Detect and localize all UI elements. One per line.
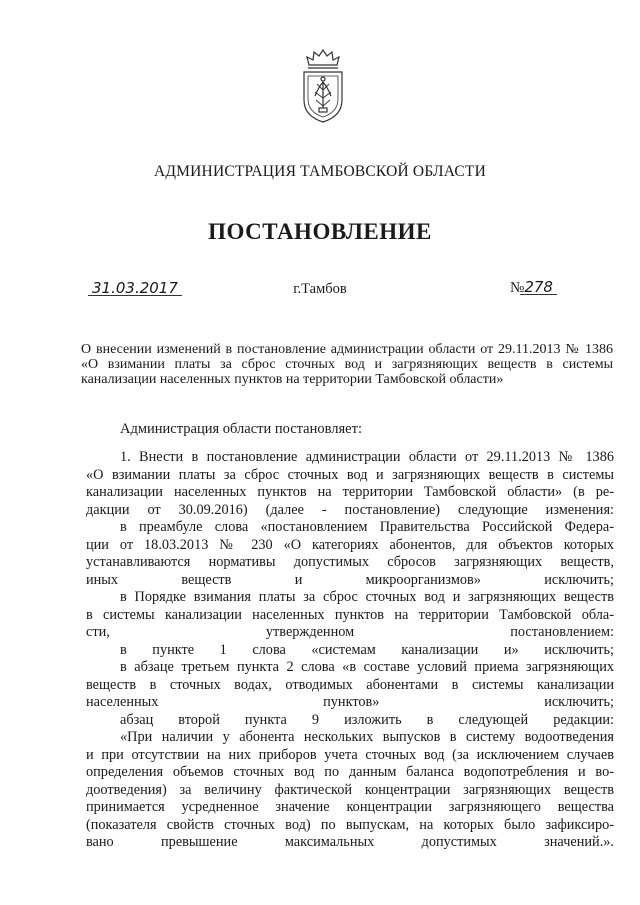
preamble-text: Администрация области постановляет:	[120, 421, 362, 437]
body-line: населенных пунктов» исключить;	[86, 694, 614, 710]
body-line: канализации населенных пунктов на территории Тамбовской области» (в ре-	[86, 484, 614, 500]
body-line: в системы канализации населенных пунктов на территории Тамбовской обла-	[86, 606, 614, 623]
document-subject: О внесении изменений в постановление администрации области от 29.11.2013 № 1386 «О взимании платы за сброс сточных вод и загрязняющих веществ в системы канализации населенных пунктов на территории Тамбовской области»	[81, 342, 613, 387]
body-line: принимается усредненное значение концентрации загрязняющего вещества	[86, 799, 614, 815]
body-line: иных веществ и микроорганизмов» исключить;	[86, 571, 614, 588]
body-line: и при отсутствии на них приборов учета сточных вод (за исключением случаев	[86, 746, 614, 763]
body-line: 1. Внести в постановление администрации области от 29.11.2013 № 1386	[120, 449, 614, 465]
number-prefix: №	[510, 280, 525, 296]
body-line: ции от 18.03.2013 № 230 «О категориях абонентов, для объектов которых	[86, 536, 614, 553]
coat-of-arms-emblem	[296, 48, 350, 124]
body-line: веществ в сточных водах, отводимых абонентами в системы канализации	[86, 676, 614, 693]
organization-name: АДМИНИСТРАЦИЯ ТАМБОВСКОЙ ОБЛАСТИ	[154, 163, 486, 180]
body-line: дакции от 30.09.2016) (далее - постановление) следующие изменения:	[86, 501, 614, 518]
body-line: устанавливаются нормативы допустимых сбросов загрязняющих веществ,	[86, 554, 614, 570]
body-line: «При наличии у абонента нескольких выпусков в систему водоотведения	[120, 729, 614, 745]
body-line: доотведения) за величину фактической концентрации загрязняющих веществ	[86, 781, 614, 798]
document-date: 31.03.2017	[92, 279, 178, 297]
document-body	[86, 449, 614, 852]
body-line: (показателя свойств сточных вод) по выпускам, на которых было зафиксиро-	[86, 816, 614, 833]
body-line: определения объемов сточных вод по данным баланса водопотребления и во-	[86, 764, 614, 780]
document-number	[510, 278, 553, 297]
body-line: в пункте 1 слова «системам канализации и» исключить;	[120, 641, 614, 658]
body-line: в абзаце третьем пункта 2 слова «в составе условий приема загрязняющих	[120, 659, 614, 675]
body-line: «О взимании платы за сброс сточных вод и загрязняющих веществ в системы	[86, 466, 614, 483]
body-line: вано превышение максимальных допустимых значений.».	[86, 834, 614, 850]
body-line: сти, утвержденном постановлением:	[86, 624, 614, 640]
body-line: в Порядке взимания платы за сброс сточных вод и загрязняющих веществ	[120, 589, 614, 605]
document-city: г.Тамбов	[293, 281, 347, 297]
body-line: абзац второй пункта 9 изложить в следующей редакции:	[120, 711, 614, 728]
body-line: в преамбуле слова «постановлением Правительства Российской Федера-	[120, 519, 614, 535]
number-value: 278	[524, 278, 553, 296]
document-title: ПОСТАНОВЛЕНИЕ	[208, 219, 432, 244]
